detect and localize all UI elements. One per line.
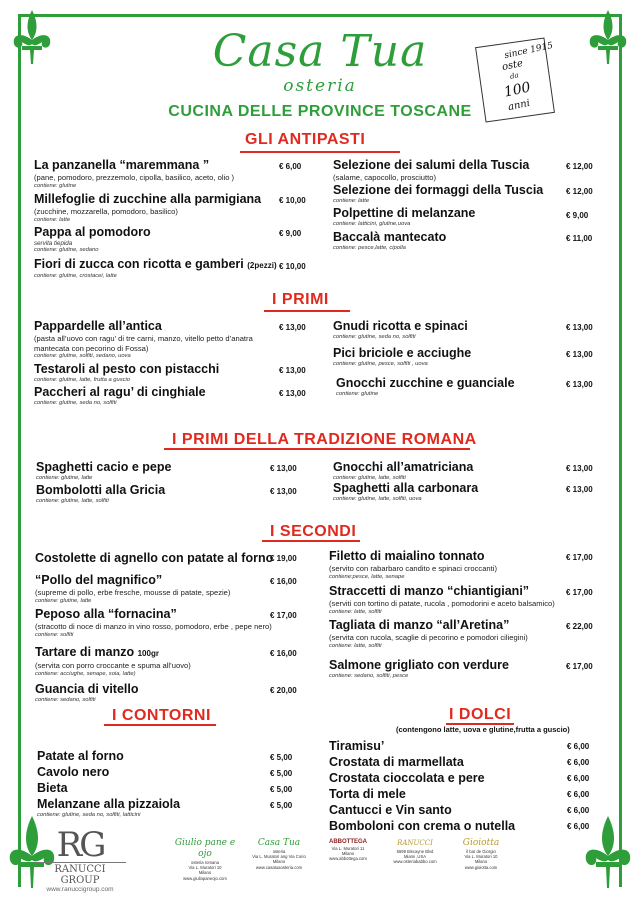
menu-item: Pappa al pomodoro servita tiepida contiene: glutine, sedano — [34, 225, 151, 253]
group-name: RANUCCI GROUP — [34, 862, 126, 886]
menu-item: Cantucci e Vin santo — [329, 803, 452, 817]
item-price: € 19,00 — [270, 554, 297, 563]
location-abbottega: ABBOTTEGA Via L. Muratori 11 Milano www.abbottega.com — [329, 839, 367, 862]
item-price: € 13,00 — [270, 487, 297, 496]
menu-item: Tartare di manzo 100gr (servita con porro croccante e spuma all’uovo) contiene: acciughe, senape, soia, latte) — [35, 645, 191, 677]
location-giulio: Giulio pane e ojo osteria romana Via L. Muratori 10 Milano www.giuliopaneojo.com — [174, 838, 236, 881]
menu-item: Bomboloni con crema o nutella — [329, 819, 516, 833]
menu-item: Tiramisu’ — [329, 739, 385, 753]
restaurant-logo-subtitle: osteria — [283, 76, 357, 96]
menu-item: Fiori di zucca con ricotta e gamberi (2pezzi) contiene: glutine, crostacei, latte — [34, 257, 277, 279]
item-price: € 13,00 — [566, 323, 593, 332]
since-years: 100 — [502, 79, 533, 101]
menu-item: Gnudi ricotta e spinaci contiene: glutine, seda no, solfiti — [333, 319, 468, 340]
item-price: € 22,00 — [566, 622, 593, 631]
menu-item: Crostata cioccolata e pere — [329, 771, 485, 785]
rg-monogram: RG — [56, 825, 104, 865]
menu-item: Millefoglie di zucchine alla parmigiana (zucchine, mozzarella, pomodoro, basilico) contiene: latte — [34, 192, 262, 223]
since-oste: oste — [501, 57, 525, 74]
item-price: € 6,00 — [279, 162, 302, 171]
frame-left-line — [18, 14, 21, 887]
menu-item: Guancia di vitello contiene: sedano, solfiti — [35, 682, 139, 703]
section-underline — [264, 310, 350, 312]
menu-item: Spaghetti cacio e pepe contiene: glutine, latte — [36, 460, 172, 481]
section-title-contorni: I CONTORNI — [112, 707, 211, 724]
group-url[interactable]: www.ranuccigroup.com — [46, 886, 114, 893]
since-year: since 1915 — [503, 40, 554, 62]
menu-item: Selezione dei formaggi della Tuscia contiene: latte — [333, 183, 544, 204]
menu-item: Filetto di maialino tonnato (servito con rabarbaro candito e spinaci croccanti) contiene:pesce, latte, senape — [329, 549, 497, 580]
item-price: € 17,00 — [270, 611, 297, 620]
item-price: € 5,00 — [270, 769, 293, 778]
dolci-allergen-note: (contengono latte, uova e glutine,frutta a guscio) — [396, 725, 570, 734]
item-price: € 13,00 — [566, 485, 593, 494]
item-price: € 6,00 — [567, 774, 590, 783]
item-price: € 9,00 — [566, 211, 589, 220]
menu-item: Patate al forno — [37, 749, 124, 763]
menu-item: Spaghetti alla carbonara contiene: glutine, latte, solfiti, uova — [333, 481, 479, 502]
menu-item: Paccheri al ragu’ di cinghiale contiene: glutine, seda no, solfiti — [34, 385, 206, 406]
menu-item: Salmone grigliato con verdure contiene: sedano, solfiti, pesce — [329, 658, 509, 679]
section-title-dolci: I DOLCI — [449, 706, 512, 723]
menu-item: Crostata di marmellata — [329, 755, 464, 769]
item-price: € 6,00 — [567, 758, 590, 767]
since-da: da — [509, 71, 520, 81]
menu-item: Torta di mele — [329, 787, 406, 801]
menu-item: Bombolotti alla Gricia contiene: glutine, latte, solfiti — [36, 483, 166, 504]
item-price: € 10,00 — [279, 262, 306, 271]
restaurant-logo-title: Casa Tua — [212, 26, 428, 77]
section-title-romana: I PRIMI DELLA TRADIZIONE ROMANA — [172, 431, 477, 448]
item-price: € 11,00 — [566, 234, 593, 243]
item-price: € 5,00 — [270, 785, 293, 794]
menu-item: Polpettine di melanzane contiene: latticini, glutine,uova — [333, 206, 476, 227]
menu-item: Gnocchi zucchine e guanciale contiene: glutine — [336, 376, 515, 397]
menu-item: Gnocchi all’amatriciana contiene: glutine, latte, solfiti — [333, 460, 474, 481]
section-title-secondi: I SECONDI — [270, 523, 357, 540]
section-underline — [240, 151, 400, 153]
item-price: € 13,00 — [270, 464, 297, 473]
item-price: € 6,00 — [567, 742, 590, 751]
menu-item: Peposo alla “fornacina” (stracotto di noce di manzo in vino rosso, pomodoro, erbe , pepe nero) contiene: solfiti — [35, 607, 272, 638]
section-title-antipasti: GLI ANTIPASTI — [245, 131, 366, 148]
item-price: € 6,00 — [567, 806, 590, 815]
item-price: € 12,00 — [566, 162, 593, 171]
menu-item: Straccetti di manzo “chiantigiani” (serviti con tortino di patate, rucola , pomodorini e aceto balsamico) contiene: latte, solfiti — [329, 584, 555, 615]
menu-item: Baccalà mantecato contiene: pesce,latte, cipolla — [333, 230, 447, 251]
menu-item: Pici briciole e acciughe contiene: glutine, pesce, solfiti , uova — [333, 346, 472, 367]
item-price: € 13,00 — [279, 366, 306, 375]
item-price: € 17,00 — [566, 662, 593, 671]
item-price: € 6,00 — [567, 822, 590, 831]
item-price: € 9,00 — [279, 229, 302, 238]
menu-item: “Pollo del magnifico” (supreme di pollo, erbe fresche, mousse di patate, spezie) contiene: glutine, latte — [35, 573, 231, 604]
menu-item: Testaroli al pesto con pistacchi contiene: glutine, latte, frutta a guscio — [34, 362, 220, 383]
location-gioiotta: Gioiotta il bar de Giorgio Via L. Muratori 10 Milano www.gioiotta.com — [462, 838, 500, 870]
frame-top-line — [18, 14, 622, 17]
menu-item: Selezione dei salumi della Tuscia (salame, capocollo, prosciutto) — [333, 158, 530, 182]
item-price: € 6,00 — [567, 790, 590, 799]
item-price: € 16,00 — [270, 649, 297, 658]
menu-item: Pappardelle all’antica (pasta all’uovo con ragu’ di tre carni, manzo, vitello petto d’anatra mantecata con pecorino di Fossa) contiene: glutine, solfiti, sedano, uova — [34, 319, 253, 359]
since-anni: anni — [507, 97, 531, 114]
since-badge — [470, 34, 562, 122]
item-price: € 13,00 — [279, 323, 306, 332]
menu-item: Cavolo nero — [37, 765, 110, 779]
menu-item: Costolette di agnello con patate al forno — [35, 551, 274, 565]
item-price: € 16,00 — [270, 577, 297, 586]
item-price: € 13,00 — [279, 389, 306, 398]
item-price: € 5,00 — [270, 801, 293, 810]
item-price: € 10,00 — [279, 196, 306, 205]
item-price: € 20,00 — [270, 686, 297, 695]
menu-item: La panzanella “maremmana ” (pane, pomodoro, prezzemolo, cipolla, basilico, aceto, olio ) contiene: glutine — [34, 158, 235, 189]
item-price: € 17,00 — [566, 553, 593, 562]
item-price: € 13,00 — [566, 380, 593, 389]
cuisine-tagline: CUCINA DELLE PROVINCE TOSCANE — [168, 103, 472, 120]
item-price: € 5,00 — [270, 753, 293, 762]
location-casatua: Casa Tua osteria Via L. Muratori ang Via Corio Milano www.casatuaosteria.com — [252, 838, 306, 870]
item-price: € 13,00 — [566, 350, 593, 359]
menu-item: Melanzane alla pizzaiola contiene: glutine, seda no, solfiti, latticini — [37, 797, 181, 818]
item-price: € 13,00 — [566, 464, 593, 473]
menu-item: Bieta — [37, 781, 68, 795]
frame-right-line — [619, 14, 622, 887]
menu-item: Tagliata di manzo “all’Aretina” (servita con rucola, scaglie di pecorino e pomodori ciliegini) contiene: latte, solfiti — [329, 618, 528, 649]
item-price: € 12,00 — [566, 187, 593, 196]
location-miami: RANUCCI 5599 Biscayne Blvd Miami ,USA www.osteriababbo.com — [393, 839, 437, 865]
section-title-primi: I PRIMI — [272, 291, 329, 308]
item-price: € 17,00 — [566, 588, 593, 597]
ranucci-group-logo — [34, 825, 126, 893]
